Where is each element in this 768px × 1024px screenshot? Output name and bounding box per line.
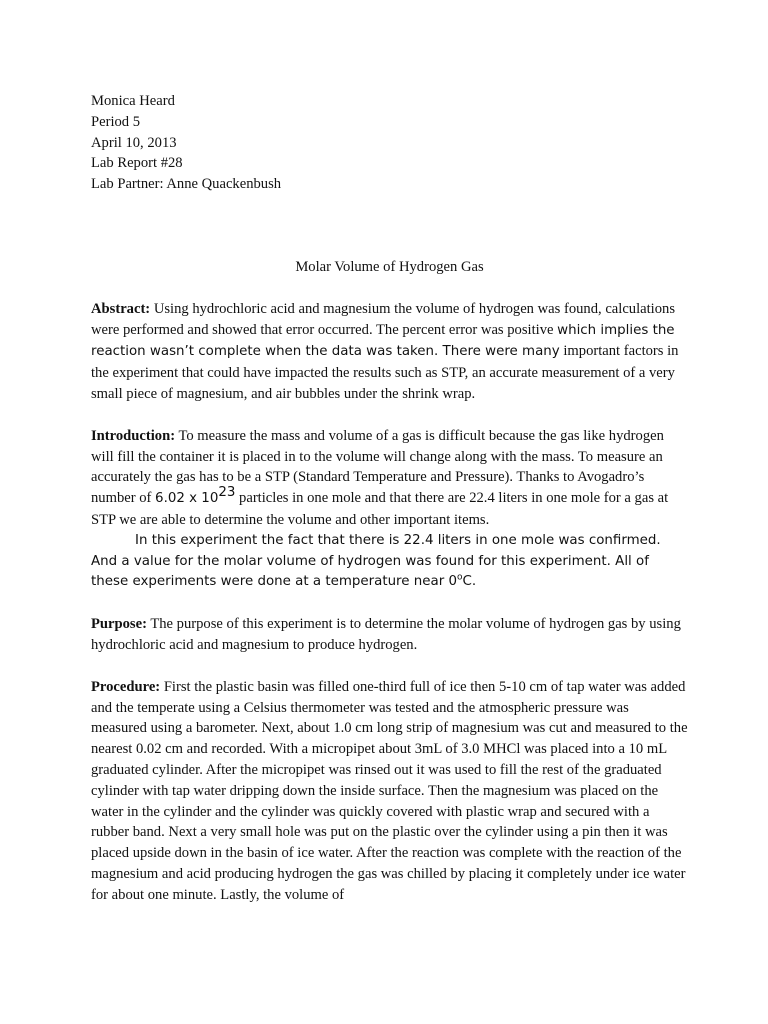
degree-symbol: o <box>456 572 463 583</box>
introduction-paragraph-2 <box>91 531 688 593</box>
introduction-section <box>91 426 688 531</box>
introduction-text-a: To measure the mass and volume of a gas is difficult because the gas like hydrogen will fill the container it is placed in to the volume will change along with the mass. To measure an accurately the gas has to be a STP (Standard Temperature and Pressure). Thanks to Avogadro’s number of <box>91 427 664 507</box>
report-number: Lab Report #28 <box>91 155 183 172</box>
author-name: Monica Heard <box>91 93 175 109</box>
avogadro-exponent: 23 <box>218 485 236 501</box>
report-date: April 10, 2013 <box>91 134 177 151</box>
abstract-text-a: Using hydrochloric acid and magnesium the volume of hydrogen was found, calculations were performed and showed that error occurred. The percent error was positive <box>91 300 676 338</box>
introduction-para2-text: In this experiment the fact that there is 22.4 liters in one mole was confirmed. And a value for the molar volume of hydrogen was found for this experiment. All of these experiments were done at a temperature near 0 <box>91 532 661 590</box>
abstract-text-c: important factors in the experiment that could have impacted the results such as STP, an accurate measurement of a very small piece of magnesium, and air bubbles under the shrink wrap. <box>91 343 679 402</box>
report-title: Molar Volume of Hydrogen Gas <box>295 258 484 275</box>
procedure-text: First the plastic basin was filled one-third full of ice then 5-10 cm of tap water was added and the temperate using a Celsius thermometer was tested and the atmospheric pressure was measured using a barometer. Next, about 1.0 cm long strip of magnesium was cut and measured to the nearest 0.02 cm and recorded. With a micropipet about 3mL of 3.0 MHCl was placed into a 10 mL graduated cylinder. After the micropipet was rinsed out it was used to fill the rest of the graduated cylinder with tap water dripping down the inside surface. Then the magnesium was placed on the water in the cylinder and the cylinder was quickly covered with plastic wrap and secured with a rubber band. Next a very small hole was put on the plastic over the cylinder using a pin then it was placed upside down in the basin of ice water. After the reaction was complete with the reaction of the magnesium and acid producing hydrogen the gas was chilled by placing it completely under ice water for about one minute. Lastly, the volume of <box>91 678 688 903</box>
introduction-label: Introduction: <box>91 427 176 444</box>
avogadro-number: 6.02 x 10 <box>155 491 219 507</box>
introduction-text-b: particles in one mole and that there are 22.4 liters in one mole for a gas at STP we are able to determine the volume and other important items. <box>91 490 669 528</box>
purpose-section <box>91 614 688 656</box>
abstract-section <box>91 299 688 405</box>
class-period: Period 5 <box>91 113 141 130</box>
procedure-label: Procedure: <box>91 678 161 695</box>
procedure-section <box>91 677 688 906</box>
purpose-label: Purpose: <box>91 616 147 633</box>
header-block <box>91 91 688 195</box>
lab-partner: Lab Partner: Anne Quackenbush <box>91 176 282 193</box>
celsius-unit: C. <box>462 574 477 590</box>
abstract-label: Abstract: <box>91 300 151 317</box>
abstract-text-b: which implies the reaction wasn’t complete when the data was taken. There were many <box>91 322 675 360</box>
purpose-text: The purpose of this experiment is to determine the molar volume of hydrogen gas by using hydrochloric acid and magnesium to produce hydrogen. <box>91 616 681 653</box>
